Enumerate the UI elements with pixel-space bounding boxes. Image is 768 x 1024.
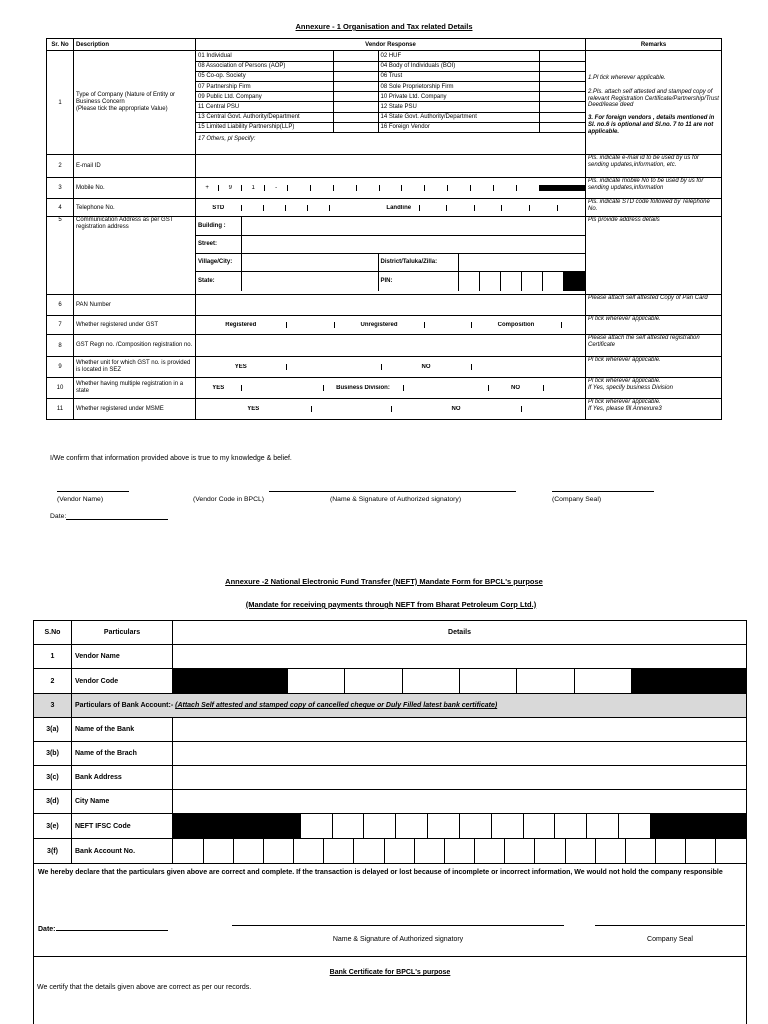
telephone-field[interactable] (196, 199, 586, 217)
branch-name-label: Name of the Brach (72, 742, 173, 766)
city-name-label: City Name (72, 790, 173, 814)
street-input[interactable] (241, 235, 585, 253)
std-label: STD (196, 205, 241, 211)
tick-box[interactable] (286, 322, 334, 328)
account-number-label: Bank Account No. (72, 839, 173, 864)
tick-box[interactable] (424, 322, 471, 328)
option-sole-proprietorship[interactable]: 08 Sole Proprietorship Firm (378, 82, 539, 92)
tick-box[interactable] (543, 385, 585, 391)
option-state-govt[interactable]: 14 State Govt. Authority/Department (378, 112, 539, 122)
ifsc-input[interactable] (173, 814, 747, 839)
mobile-digit[interactable]: + (196, 185, 219, 191)
annexure2-title: Annexure -2 National Electronic Fund Transfer (NEFT) Mandate Form for BPCL's purpose (225, 577, 543, 586)
option-others[interactable]: 17 Others, pl Specify: (198, 136, 256, 142)
option-aop[interactable]: 08 Association of Persons (AOP) (196, 61, 333, 71)
address-label: Communication Address as per GST registration address (74, 217, 196, 295)
company-seal-label: Company Seal (647, 936, 693, 943)
row-number: 5 (47, 217, 74, 295)
tick-box[interactable] (539, 51, 586, 61)
remarks-company-type: 1.Pl tick wherever applicable. 2.Pls. attach self attested and stamped copy of relevant Registration Certificate/Partnership/Trust Deed/lease deed 3. For foreign vendors , details mentioned in Sl. no.6 is optional and Sl.no. 7 to 11 are not applicable. (586, 51, 722, 155)
option-state-psu[interactable]: 12 State PSU (378, 102, 539, 112)
option-no[interactable]: NO (391, 406, 521, 412)
header-sno: S.No (34, 621, 72, 645)
bank-account-note: (Attach Self attested and stamped copy of cancelled cheque or Duly Filled latest bank certificate) (175, 702, 498, 709)
tick-box[interactable] (471, 364, 585, 370)
option-trust[interactable]: 06 Trust (378, 71, 539, 81)
remarks-msme: Pl tick wherever applicable. If Yes, please fill Annexure3 (586, 399, 722, 420)
bank-certificate-title: Bank Certificate for BPCL's purpose (329, 969, 451, 976)
remarks-address: Pls provide address details (586, 217, 722, 295)
option-llp[interactable]: 15 Limited Liability Partnership(LLP) (196, 122, 333, 132)
telephone-label: Telephone No. (74, 199, 196, 217)
tick-box[interactable] (311, 406, 391, 412)
row-number: 10 (47, 378, 74, 399)
row-number: 3(f) (34, 839, 72, 864)
row-number: 4 (47, 199, 74, 217)
pan-field[interactable] (196, 295, 586, 316)
option-central-psu[interactable]: 11 Central PSU (196, 102, 333, 112)
annexure2-subtitle: (Mandate for receiving payments through NEFT from Bharat Petroleum Corp Ltd.) (245, 600, 537, 609)
organisation-tax-table (46, 38, 722, 420)
remarks-gst: Pl tick wherever applicable. (586, 316, 722, 335)
tick-box[interactable] (333, 112, 378, 122)
row-number: 2 (47, 155, 74, 178)
pin-label: PIN: (378, 271, 458, 291)
row-number: 1 (47, 51, 74, 155)
remarks-mobile: Pls. indicate mobile No to be used by us for sending updates,information (586, 178, 722, 199)
declaration-date[interactable]: Date: (38, 926, 168, 933)
building-input[interactable] (241, 217, 585, 235)
tick-box[interactable] (539, 122, 586, 132)
declaration-block (34, 864, 747, 957)
option-central-govt[interactable]: 13 Central Govt. Authority/Department (196, 112, 333, 122)
option-foreign-vendor[interactable]: 16 Foreign Vendor (378, 122, 539, 132)
tick-box[interactable] (333, 61, 378, 71)
tick-box[interactable] (539, 61, 586, 71)
vendor-name-label: Vendor Name (72, 645, 173, 669)
option-composition[interactable]: Composition (471, 322, 561, 328)
ifsc-label: NEFT IFSC Code (72, 814, 173, 839)
district-input[interactable] (458, 253, 585, 271)
row-number: 2 (34, 669, 72, 694)
row-number: 9 (47, 357, 74, 378)
row-number: 8 (47, 335, 74, 357)
remarks-multiple-registration: Pl tick wherever applicable. If Yes, specify business Division (586, 378, 722, 399)
email-label: E-mail ID (74, 155, 196, 178)
sez-options (196, 357, 586, 378)
header-details: Details (173, 621, 747, 645)
tick-box[interactable] (539, 92, 586, 102)
gst-regn-label: GST Regn no. /Composition registration no. (74, 335, 196, 357)
mobile-label: Mobile No. (74, 178, 196, 199)
tick-box[interactable] (521, 406, 585, 412)
confirmation-text: I/We confirm that information provided above is true to my knowledge & belief. (50, 455, 292, 462)
option-boi[interactable]: 04 Body of Individuals (BOI) (378, 61, 539, 71)
tick-box[interactable] (241, 385, 323, 391)
sez-label: Whether unit for which GST no. is provided is located in SEZ (74, 357, 196, 378)
row-number: 3(e) (34, 814, 72, 839)
remarks-pan: Please attach self attested Copy of Pan Card (586, 295, 722, 316)
tick-box[interactable] (539, 71, 586, 81)
village-label: Village/City: (196, 253, 241, 271)
vendor-code-signature: (Vendor Code in BPCL) (193, 496, 264, 503)
district-label: District/Taluka/Zilla: (378, 253, 458, 271)
remarks-sez: Pl tick wherever applicable. (586, 357, 722, 378)
vendor-name-signature: (Vendor Name) (57, 496, 103, 503)
option-coop-society[interactable]: 05 Co-op. Society (196, 71, 333, 81)
row-number: 3(d) (34, 790, 72, 814)
option-registered[interactable]: Registered (196, 322, 286, 328)
remarks-gst-regn: Please attach the self attested registration Certificate (586, 335, 722, 357)
option-private-ltd[interactable]: 10 Private Ltd. Company (378, 92, 539, 102)
mobile-digit[interactable]: - (265, 185, 288, 191)
landline-label: Landline (379, 205, 419, 211)
row-number: 3 (47, 178, 74, 199)
tick-box[interactable] (539, 102, 586, 112)
row-number: 6 (47, 295, 74, 316)
company-type-options (196, 51, 586, 155)
option-no[interactable]: NO (488, 385, 543, 391)
header-vendor-response: Vendor Response (196, 39, 586, 51)
business-division-label: Business Division: (323, 385, 403, 391)
annexure1-title: Annexure - 1 Organisation and Tax related Details (295, 22, 473, 31)
street-label: Street: (196, 235, 241, 253)
bank-account-header: Particulars of Bank Account:- (Attach Self attested and stamped copy of cancelled cheque or Duly Filled latest bank certificate) (72, 694, 747, 718)
option-yes[interactable]: YES (196, 385, 241, 391)
header-description: Description (74, 39, 196, 51)
msme-options (196, 399, 586, 420)
pan-label: PAN Number (74, 295, 196, 316)
tick-box[interactable] (333, 122, 378, 132)
building-label: Building : (196, 217, 241, 235)
bank-certificate-block (34, 957, 747, 1024)
bank-address-label: Bank Address (72, 766, 173, 790)
option-no[interactable]: NO (381, 364, 471, 370)
bank-name-label: Name of the Bank (72, 718, 173, 742)
row-number: 3(b) (34, 742, 72, 766)
option-individual[interactable]: 01 Individual (196, 51, 333, 61)
gst-regn-field[interactable] (196, 335, 586, 357)
branch-name-input[interactable] (173, 742, 747, 766)
email-field[interactable] (196, 155, 586, 178)
authorized-signatory-label: Name & Signature of Authorized signatory (332, 936, 464, 943)
option-public-ltd[interactable]: 09 Public Ltd. Company (196, 92, 333, 102)
row-number: 1 (34, 645, 72, 669)
multiple-registration-options (196, 378, 586, 399)
option-unregistered[interactable]: Unregistered (334, 322, 424, 328)
address-field[interactable] (196, 217, 586, 295)
remarks-email: Pls. indicate e-mail id to be used by us for sending updates,information, etc. (586, 155, 722, 178)
header-remarks: Remarks (586, 39, 722, 51)
row-number: 7 (47, 316, 74, 335)
row-number: 11 (47, 399, 74, 420)
vendor-code-label: Vendor Code (72, 669, 173, 694)
tick-box[interactable] (561, 322, 585, 328)
tick-box[interactable] (333, 92, 378, 102)
bank-name-input[interactable] (173, 718, 747, 742)
tick-box[interactable] (539, 82, 586, 92)
bank-address-input[interactable] (173, 766, 747, 790)
mobile-digit[interactable]: 1 (242, 185, 265, 191)
account-number-input[interactable] (173, 839, 747, 864)
tick-box[interactable] (286, 364, 381, 370)
declaration-text: We hereby declare that the particulars given above are correct and complete. If the transaction is delayed or lost because of incomplete or incorrect information, We would not hold the company responsible (38, 869, 723, 876)
authorized-signatory-signature: (Name & Signature of Authorized signatory) (330, 496, 461, 503)
tick-box[interactable] (333, 82, 378, 92)
state-input[interactable] (241, 271, 378, 291)
vendor-code-input[interactable] (173, 669, 747, 694)
row-number: 3(a) (34, 718, 72, 742)
msme-label: Whether registered under MSME (74, 399, 196, 420)
company-seal-signature: (Company Seal) (552, 496, 601, 503)
tick-box[interactable] (333, 71, 378, 81)
date-field[interactable]: Date: (50, 513, 168, 520)
tick-box[interactable] (333, 51, 378, 61)
gst-status-options (196, 316, 586, 335)
gst-registered-label: Whether registered under GST (74, 316, 196, 335)
tick-box[interactable] (539, 112, 586, 122)
option-partnership[interactable]: 07 Partnership Firm (196, 82, 333, 92)
multiple-registration-label: Whether having multiple registration in a state (74, 378, 196, 399)
remarks-telephone: Pls. indicate STD code followed by Telephone No. (586, 199, 722, 217)
option-huf[interactable]: 02 HUF (378, 51, 539, 61)
header-sr-no: Sr. No (47, 39, 74, 51)
neft-mandate-table (33, 620, 747, 1024)
tick-box[interactable] (333, 102, 378, 112)
business-division-input[interactable] (403, 385, 488, 391)
bank-certificate-text: We certify that the details given above are correct as per our records. (37, 984, 252, 991)
row-number: 3 (34, 694, 72, 718)
vendor-name-input[interactable] (173, 645, 747, 669)
state-label: State: (196, 271, 241, 291)
option-yes[interactable]: YES (196, 406, 311, 412)
city-name-input[interactable] (173, 790, 747, 814)
village-input[interactable] (241, 253, 378, 271)
header-particulars: Particulars (72, 621, 173, 645)
row-number: 3(c) (34, 766, 72, 790)
mobile-field[interactable] (196, 178, 586, 199)
company-type-label: Type of Company (Nature of Entity or Business Concern (Please tick the appropriate Value) (74, 51, 196, 155)
option-yes[interactable]: YES (196, 364, 286, 370)
mobile-digit[interactable]: 9 (219, 185, 242, 191)
